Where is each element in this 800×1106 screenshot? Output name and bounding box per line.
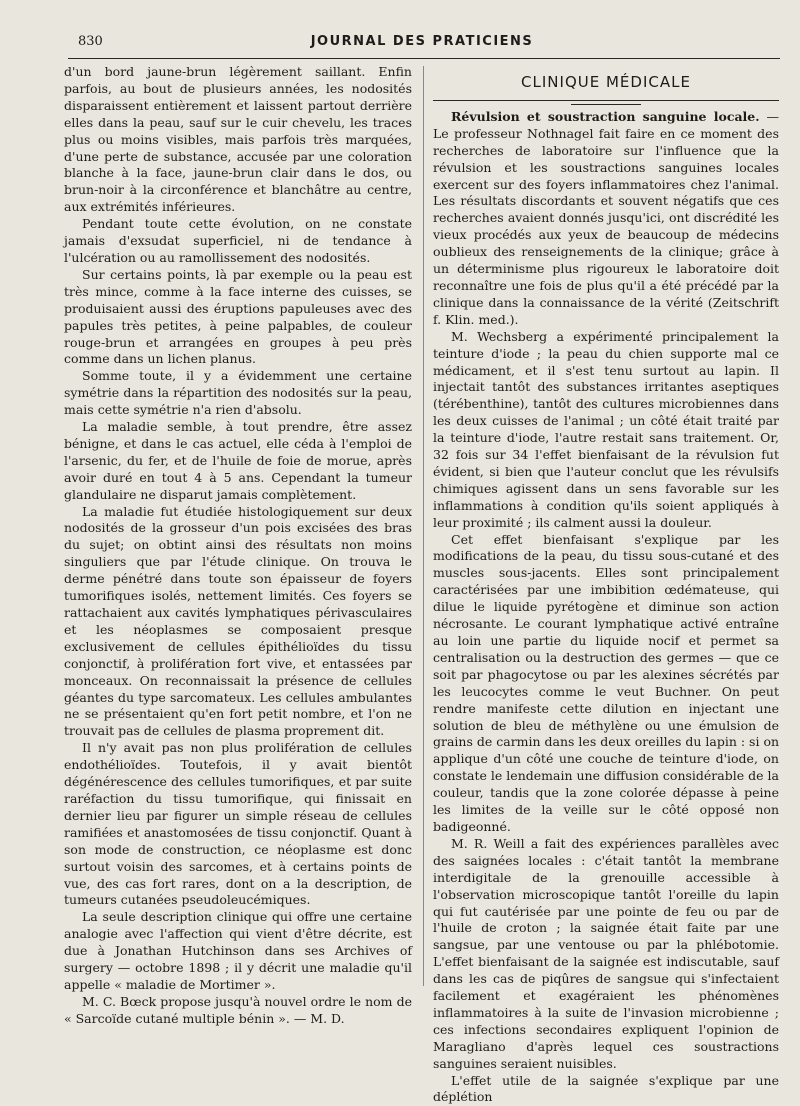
header-rule [68, 58, 780, 59]
section-heading [433, 64, 779, 101]
article-title: Révulsion et soustraction sanguine locale. [451, 108, 760, 124]
paragraph: Somme toute, il y a évidemment une certaine symétrie dans la répartition des nodosités sur la peau, mais cette symétrie n'a rien d'absolu. [64, 368, 412, 418]
section-title: CLINIQUE MÉDICALE [521, 73, 691, 91]
paragraph: Cet effet bienfaisant s'explique par les modifications de la peau, du tissu sous-cutané et des muscles sous-jacents. Elles sont principalement caractérisées par une imbibition œdémateuse, qui dilue le liquide pyrétogène et diminue son action nécrosante. Le courant lymphatique activé entraîne au loin une partie du liquide nocif et permet sa centralisation ou la destruction des germes — que ce soit par phagocytose ou par les alexines sécrétés par les leucocytes comme le veut Buchner. On peut rendre manifeste cette dilution en injectant une solution de bleu de méthylène ou une émulsion de grains de carmin dans les deux oreilles du lapin : si on applique d'un côté une couche de teinture d'iode, on constate le lendemain une diffusion considérable de la couleur, tandis que la zone colorée dépasse à peine les limites de la veille sur le côté opposé non badigeonné. [433, 531, 780, 834]
paragraph: Il n'y avait pas non plus prolifération de cellules endothélioïdes. Toutefois, il y avait bientôt dégénérescence des cellules tumorifiques, et par suite raréfaction du tissu tumorifique, qui finissait en dernier lieu par figurer un simple réseau de cellules ramifiées et anastomosées de tissu conjonctif. Quant à son mode de construction, ce néoplasme est donc surtout voisin des sarcomes, et à certains points de vue, des cas fort rares, dont on a la description, de tumeurs cutanées pseudoleucémiques. [64, 740, 412, 908]
column-divider [423, 66, 424, 986]
paragraph: Sur certains points, là par exemple ou la peau est très mince, comme à la face interne des cuisses, se produisaient aussi des éruptions papuleuses avec des papules très petites, à peine palpables, de couleur rouge-brun et arrangées en groupes à peu près comme dans un lichen planus. [64, 266, 412, 367]
paragraph: La maladie fut étudiée histologiquement sur deux nodosités de la grosseur d'un pois excisées des bras du sujet; on obtint ainsi des résultats non moins singuliers que par l'étude clinique. On trouva le derme pénétré dans toute son épaisseur de foyers tumorifiques isolés, nettement limités. Ces foyers se rattachaient aux cavités lymphatiques périvasculaires et les néoplasmes se composaient presque exclusivement de cellules épithélioïdes du tissu conjonctif, à prolifération fort vive, et entassées par monceaux. On reconnaissait la présence de cellules géantes du type sarcomateux. Les cellules ambulantes ne se présentaient qu'en fort petit nombre, et l'on ne trouvait pas de cellules de plasma proprement dit. [64, 503, 412, 739]
paragraph: d'un bord jaune-brun légèrement saillant. Enfin parfois, au bout de plusieurs années, les nodosités disparaissent entièrement et laissent partout derrière elles dans la peau, sauf sur le cuir chevelu, les traces plus ou moins visibles, mais parfois très marquées, d'une perte de substance, accusée par une coloration blanche à la face, jaune-brun clair dans le dos, ou brun-noir à la circonférence et blanchâtre au centre, aux extrémités inférieures. [64, 64, 412, 215]
lead-text: — Le professeur Nothnagel fait faire en ce moment des recherches de laboratoire sur l'influence que la révulsion et les soustractions sanguines locales exercent sur des foyers inflammatoires chez l'animal. Les résultats discordants et souvent négatifs que ces recherches avaient donnés jusqu'ici, ont discrédité les vieux procédés aux yeux de beaucoup de médecins oublieux des renseignements de la clinique; grâce à un déterminisme plus rigoureux le laboratoire doit reconnaître une fois de plus qu'il a été précédé par la clinique dans la connaissance de la vérité (Zeitschrift f. Klin. med.). [433, 108, 780, 327]
left-column [64, 64, 412, 1028]
page-header [64, 34, 780, 56]
paragraph: M. R. Weill a fait des expériences parallèles avec des saignées locales : c'était tantôt la membrane interdigitale de la grenouille accessible à l'observation microscopique tantôt l'oreille du lapin qui fut cautérisée par une pointe de feu ou par de l'huile de croton ; la saignée était faite par une sangsue, par une ventouse ou par la phlébotomie. L'effet bienfaisant de la saignée est indiscutable, sauf dans les cas de piqûres de sangsue qui s'infectaient facilement et exagéraient les phénomènes inflammatoires à la suite de l'invasion microbienne ; ces infections secondaires expliquent l'opinion de Maragliano d'après lequel ces soustractions sanguines seraient nuisibles. [433, 835, 779, 1071]
paragraph: La maladie semble, à tout prendre, être assez bénigne, et dans le cas actuel, elle céda à l'emploi de l'arsenic, du fer, et de l'huile de foie de morue, après avoir duré en tout 4 à 5 ans. Cependant la tumeur glandulaire ne disparut jamais complètement. [64, 419, 412, 502]
paragraph: M. Wechsberg a expérimenté principalement la teinture d'iode ; la peau du chien supporte mal ce médicament, et il s'est tenu surtout au lapin. Il injectait tantôt des substances irritantes aseptiques (térébenthine), tantôt des cultures microbiennes dans les deux cuisses de l'animal ; un côté était traité par la teinture d'iode, l'autre restait sans traitement. Or, 32 fois sur 34 l'effet bienfaisant de la révulsion fut évident, si bien que l'auteur conclut que les révulsifs chimiques agissent dans un sens favorable sur les inflammations à condition qu'ils soient appliqués à leur proximité ; ils calment aussi la douleur. [433, 328, 779, 530]
right-column [433, 64, 779, 1106]
lead-paragraph [433, 109, 779, 329]
journal-title: JOURNAL DES PRATICIENS [310, 34, 534, 49]
paragraph: L'effet utile de la saignée s'explique par une déplétion [433, 1072, 779, 1105]
page-number: 830 [78, 34, 103, 49]
paragraph: M. C. Bœck propose jusqu'à nouvel ordre le nom de « Sarcoïde cutané multiple bénin ». — M. D. [64, 993, 412, 1026]
paragraph: Pendant toute cette évolution, on ne constate jamais d'exsudat superficiel, ni de tendance à l'ulcération ou au ramollissement des nodosités. [64, 216, 412, 265]
paragraph: La seule description clinique qui offre une certaine analogie avec l'affection qui vient d'être décrite, est due à Jonathan Hutchinson dans ses Archives of surgery — octobre 1898 ; il y décrit une maladie qu'il appelle « maladie de Mortimer ». [64, 909, 412, 992]
